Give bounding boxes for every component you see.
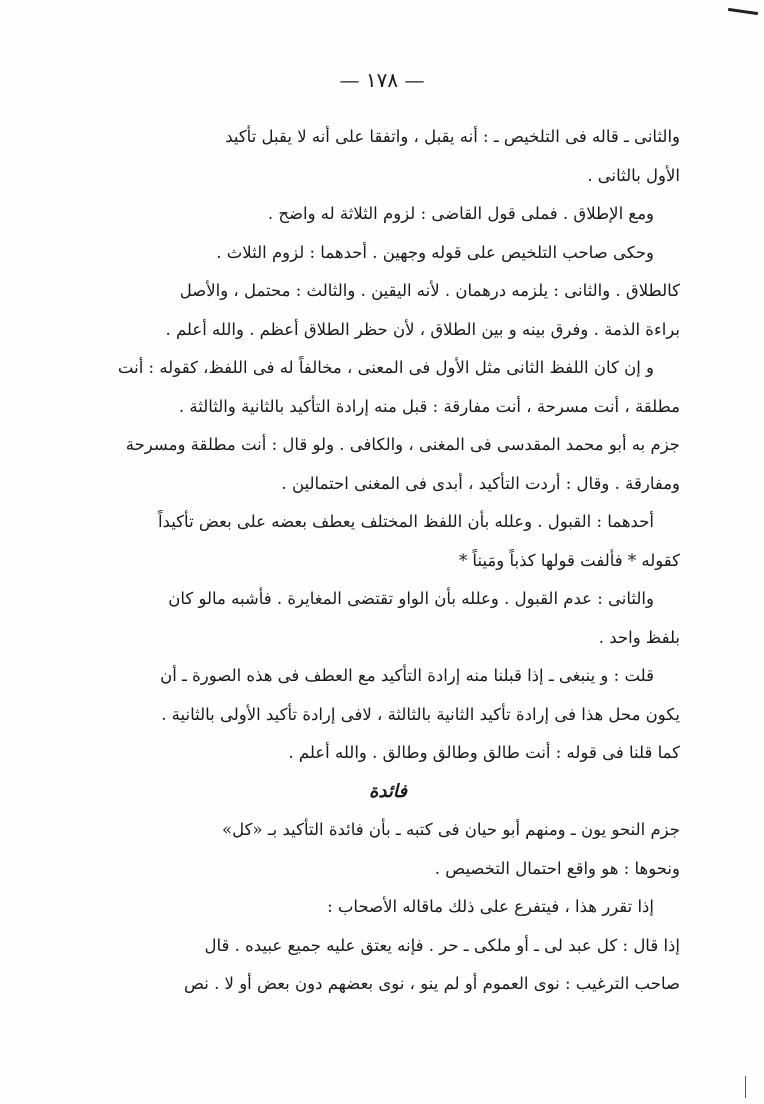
text-line: براءة الذمة . وفرق بينه و بين الطلاق ، لأن حظر الطلاق أعظم . والله أعلم . <box>165 319 680 339</box>
text-line: كقوله * فألفت قولها كذباً ومَيناً * <box>458 550 680 570</box>
text-line: ومع الإطلاق . فملى قول القاضى : لزوم الثلاثة له واضح . <box>267 204 654 223</box>
text-line: مطلقة ، أنت مسرحة ، أنت مفارقة : قبل منه إرادة التأكيد بالثانية والثالثة . <box>178 396 680 416</box>
text-line: أحدهما : القبول . وعلله بأن اللفظ المختلف يعطف بعضه على بعض تأكيداً <box>157 512 654 531</box>
text-line: جزم به أبو محمد المقدسى فى المغنى ، والكافى . ولو قال : أنت مطلقة ومسرحة <box>125 435 680 454</box>
text-line: قلت : و ينبغى ـ إذا قبلنا منه إرادة التأكيد مع العطف فى هذه الصورة ـ أن <box>160 666 654 685</box>
scan-edge-mark <box>745 1076 746 1098</box>
text-line: الأول بالثانى . <box>587 165 680 185</box>
text-line: كما قلنا فى قوله : أنت طالق وطالق وطالق . والله أعلم . <box>288 743 680 762</box>
text-line: وحكى صاحب التلخيص على قوله وجهين . أحدهما : لزوم الثلاث . <box>216 242 654 262</box>
text-line: والثانى : عدم القبول . وعلله بأن الواو تقتضى المغايرة . فأشبه مالو كان <box>168 589 654 608</box>
text-line: والثانى ـ قاله فى التلخيص ـ : أنه يقبل ، واتفقا على أنه لا يقبل تأكيد <box>225 127 680 146</box>
text-line: بلفظ واحد . <box>598 627 680 647</box>
text-line: يكون محل هذا فى إرادة تأكيد الثانية بالثالثة ، لافى إرادة تأكيد الأولى بالثانية . <box>161 704 680 724</box>
text-line: ونحوها : هو واقع احتمال التخصيص . <box>434 858 680 878</box>
text-line: كالطلاق . والثانى : يلزمه درهمان . لأنه اليقين . والثالث : محتمل ، والأصل <box>179 281 680 300</box>
text-line: إذا تقرر هذا ، فيتفرع على ذلك ماقاله الأصحاب : <box>327 897 654 916</box>
text-line: صاحب الترغيب : نوى العموم أو لم ينو ، نوى بعضهم دون بعض أو لا . نص <box>184 974 680 993</box>
page-body <box>96 118 680 1004</box>
page-number: — ١٧٨ — <box>339 68 425 92</box>
text-line: جزم النحو يون ـ ومنهم أبو حيان فى كتبه ـ بأن فائدة التأكيد بـ «كل» <box>222 820 680 839</box>
text-line: ومفارقة . وقال : أردت التأكيد ، أبدى فى المغنى احتمالين . <box>281 473 680 493</box>
text-line: و إن كان اللفظ الثانى مثل الأول فى المعنى ، مخالفاً له فى اللفظ، كقوله : أنت <box>117 358 654 377</box>
text-line: إذا قال : كل عبد لى ـ أو ملكى ـ حر . فإنه يعتق عليه جميع عبيده . قال <box>204 935 680 955</box>
scan-corner-mark <box>728 8 758 15</box>
section-heading: فائدة <box>369 780 407 802</box>
